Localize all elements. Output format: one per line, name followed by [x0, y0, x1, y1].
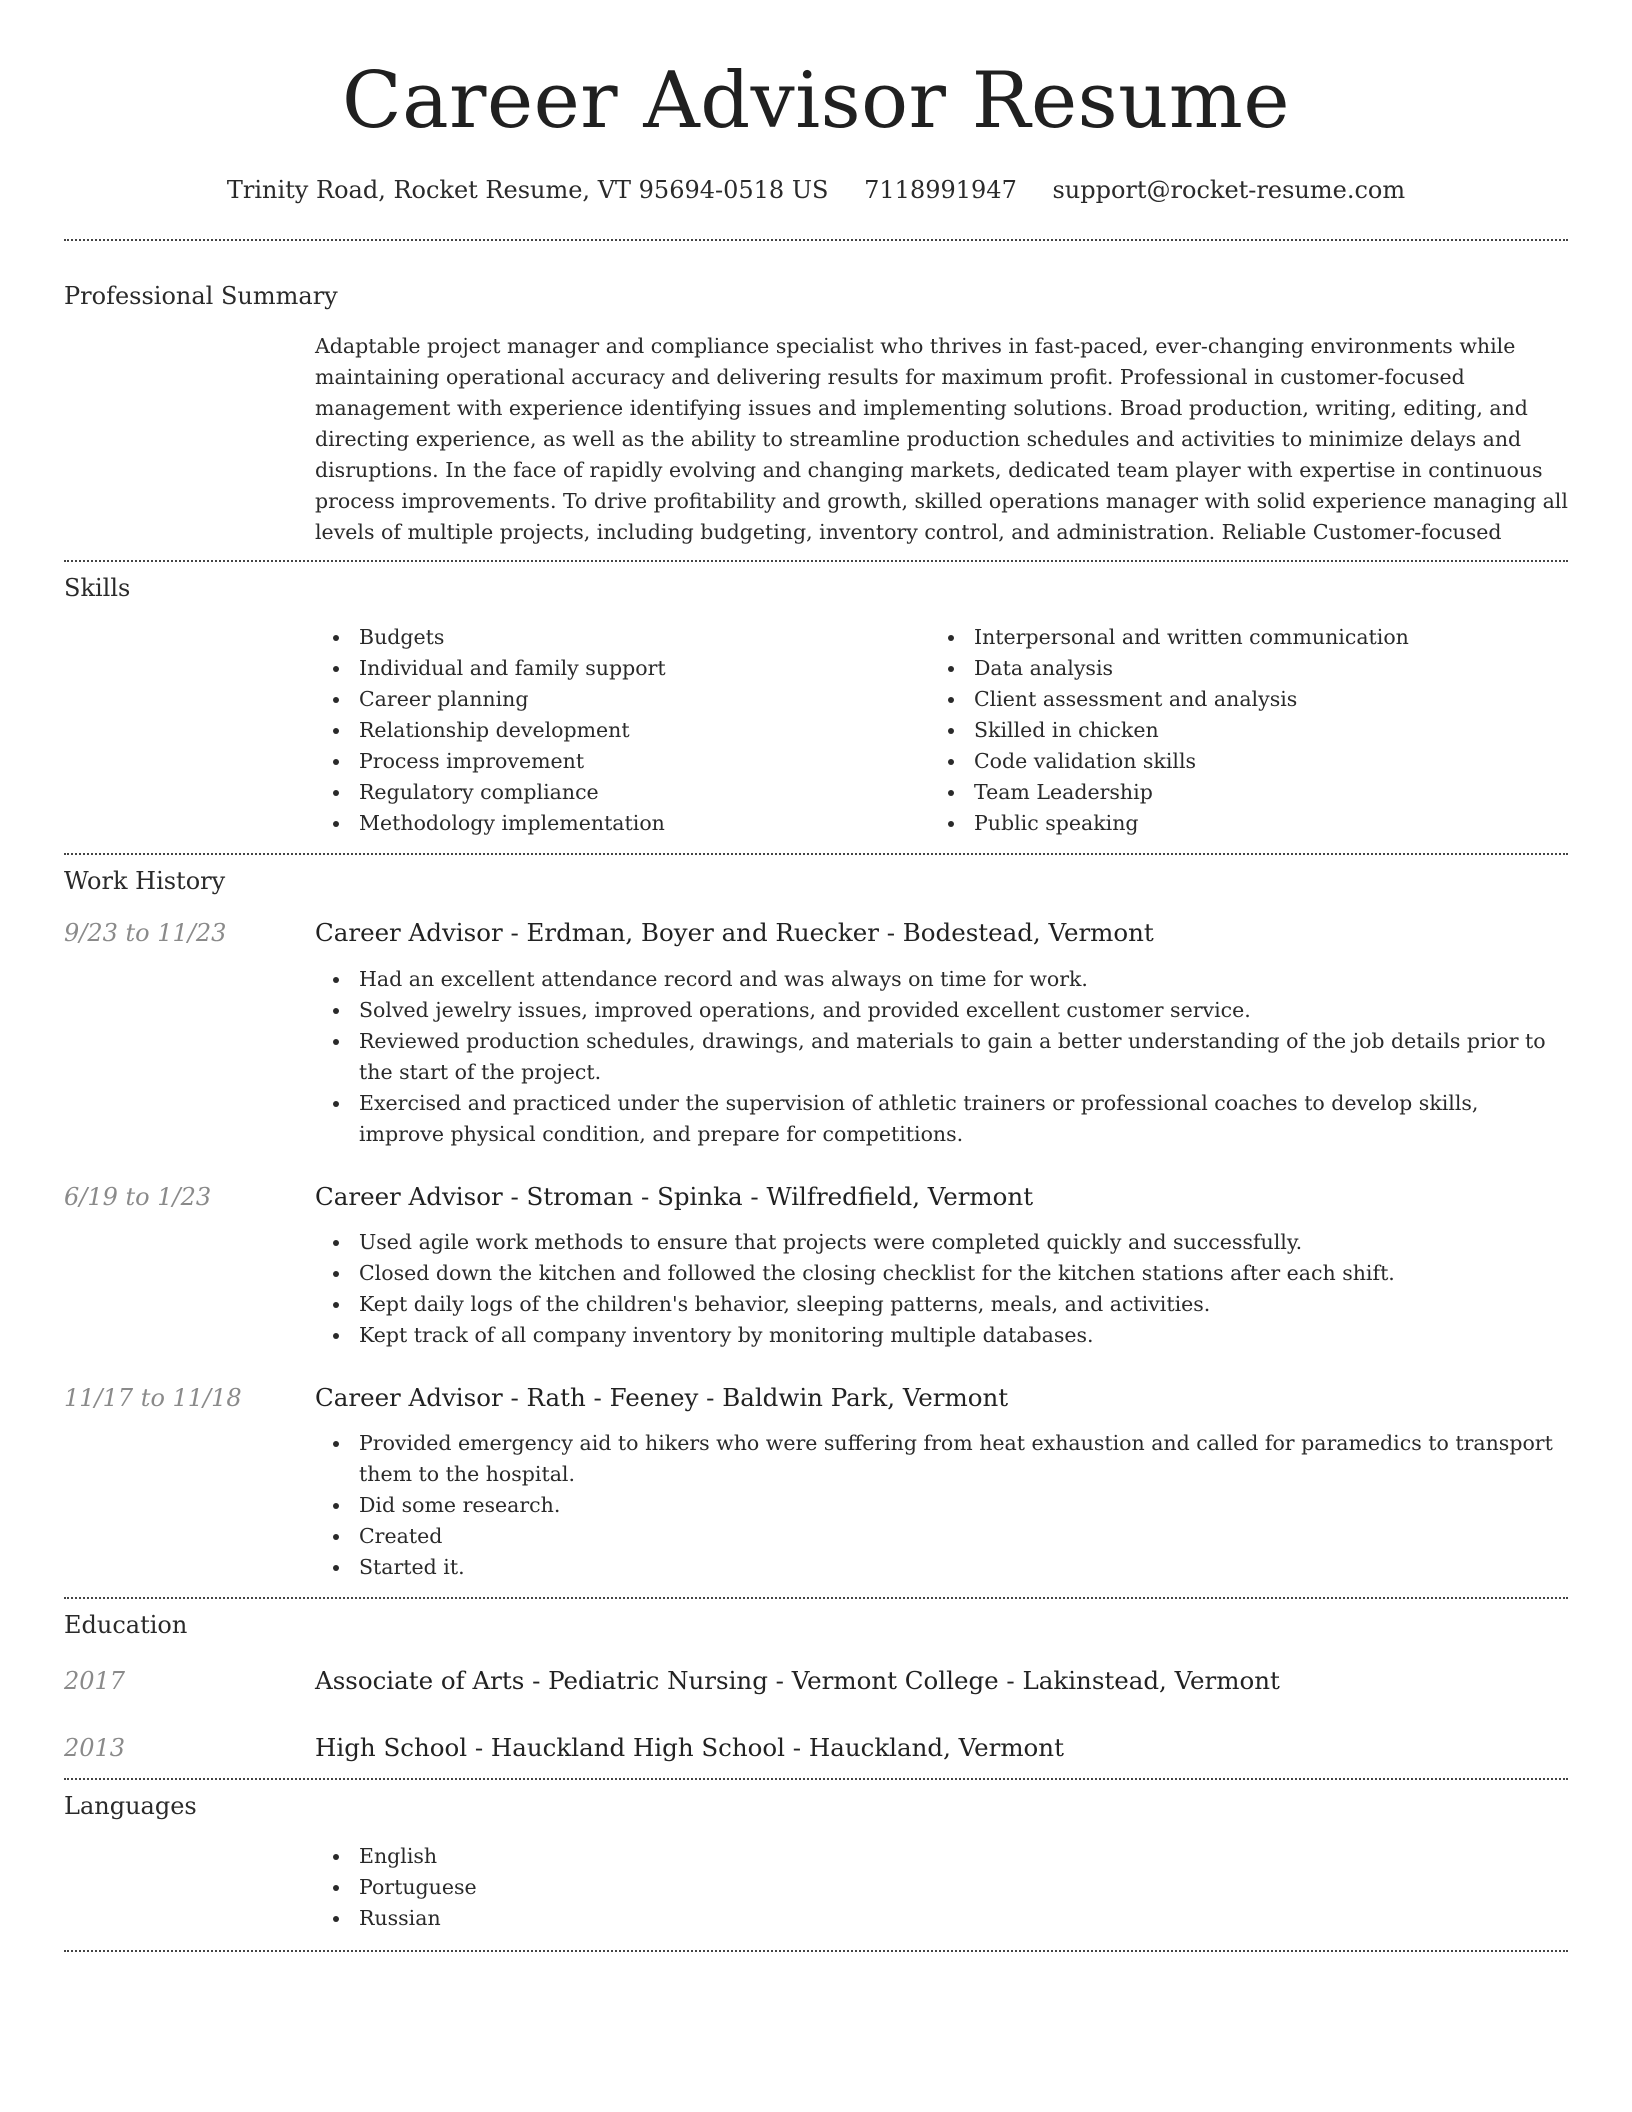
skills-section [64, 574, 1568, 840]
job-header [64, 918, 1568, 947]
resume-title: Career Advisor Resume [342, 56, 1290, 146]
list-item: Portuguese [315, 1872, 1568, 1903]
job-bullets [315, 1428, 1568, 1583]
list-item: Regulatory compliance [315, 777, 930, 808]
list-item: Exercised and practiced under the supervision of athletic trainers or professional coaches to develop skills, improve physical condition, and prepare for competitions. [315, 1088, 1568, 1150]
list-item: Solved jewelry issues, improved operations, and provided excellent customer service. [315, 995, 1568, 1026]
list-item: Provided emergency aid to hikers who were suffering from heat exhaustion and called for paramedics to transport them to the hospital. [315, 1428, 1568, 1490]
job-header [64, 1182, 1568, 1211]
education-section [64, 1611, 1568, 1762]
list-item: Data analysis [930, 653, 1545, 684]
job-dates: 11/17 to 11/18 [64, 1383, 242, 1412]
work-section [64, 867, 1568, 1583]
job-entry [64, 1182, 1568, 1351]
job-entry [64, 1383, 1568, 1583]
resume-document [64, 0, 1568, 1952]
job-dates: 9/23 to 11/23 [64, 919, 227, 948]
list-item: Did some research. [315, 1490, 1568, 1521]
job-title: Career Advisor - Rath - Feeney - Baldwin Park, Vermont [315, 1382, 1009, 1412]
list-item: Started it. [315, 1552, 1568, 1583]
job-title: Career Advisor - Erdman, Boyer and Ruecker - Bodestead, Vermont [315, 918, 1154, 948]
list-item: Reviewed production schedules, drawings, and materials to gain a better understanding of the job details prior to the start of the project. [315, 1026, 1568, 1088]
list-item: Budgets [315, 622, 930, 653]
list-item: Russian [315, 1903, 1568, 1934]
summary-section [64, 282, 1568, 548]
contact-email: support@rocket-resume.com [1052, 176, 1406, 204]
languages-list [315, 1841, 1568, 1934]
education-entry [64, 1733, 1568, 1762]
languages-section [64, 1792, 1568, 1934]
education-title: Associate of Arts - Pediatric Nursing - Vermont College - Lakinstead, Vermont [315, 1666, 1280, 1696]
list-item: Kept daily logs of the children's behavior, sleeping patterns, meals, and activities. [315, 1289, 1568, 1320]
divider [64, 853, 1568, 855]
job-bullets [315, 1227, 1568, 1351]
job-title: Career Advisor - Stroman - Spinka - Wilfredfield, Vermont [315, 1181, 1034, 1211]
divider [64, 560, 1568, 562]
skills-heading: Skills [64, 573, 131, 602]
education-heading: Education [64, 1611, 188, 1640]
divider [64, 1950, 1568, 1952]
summary-heading: Professional Summary [64, 281, 338, 310]
list-item: Relationship development [315, 715, 930, 746]
education-year: 2017 [64, 1667, 126, 1696]
divider [64, 1597, 1568, 1599]
list-item: Used agile work methods to ensure that projects were completed quickly and successfully. [315, 1227, 1568, 1258]
education-entry [64, 1666, 1568, 1695]
list-item: Career planning [315, 684, 930, 715]
list-item: Individual and family support [315, 653, 930, 684]
divider [64, 1778, 1568, 1780]
list-item: Closed down the kitchen and followed the closing checklist for the kitchen stations after each shift. [315, 1258, 1568, 1289]
list-item: Team Leadership [930, 777, 1545, 808]
job-entry [64, 918, 1568, 1149]
education-title: High School - Hauckland High School - Hauckland, Vermont [315, 1733, 1064, 1763]
list-item: Kept track of all company inventory by monitoring multiple databases. [315, 1320, 1568, 1351]
job-dates: 6/19 to 1/23 [64, 1182, 212, 1211]
skills-grid [315, 622, 1568, 839]
job-bullets [315, 964, 1568, 1150]
skills-list-left [315, 622, 930, 839]
summary-text: Adaptable project manager and compliance specialist who thrives in fast-paced, ever-changing environments while maintaining operational accuracy and delivering results for maximum profit. Professional in customer-focused management with experience identifying issues and implementing solutions. Broad production, writing, editing, and directing experience, as well as the ability to streamline production schedules and activities to minimize delays and disruptions. In the face of rapidly evolving and changing markets, dedicated team player with expertise in continuous process improvements. To drive profitability and growth, skilled operations manager with solid experience managing all levels of multiple projects, including budgeting, inventory control, and administration. Reliable Customer-focused [315, 333, 1568, 544]
list-item: Methodology implementation [315, 808, 930, 839]
contact-phone: 7118991947 [864, 176, 1017, 204]
list-item: Had an excellent attendance record and was always on time for work. [315, 964, 1568, 995]
list-item: English [315, 1841, 1568, 1872]
languages-heading: Languages [64, 1792, 197, 1821]
work-heading: Work History [64, 867, 226, 896]
education-year: 2013 [64, 1734, 126, 1763]
divider [64, 239, 1568, 241]
list-item: Code validation skills [930, 746, 1545, 777]
job-header [64, 1383, 1568, 1412]
list-item: Process improvement [315, 746, 930, 777]
list-item: Interpersonal and written communication [930, 622, 1545, 653]
list-item: Skilled in chicken [930, 715, 1545, 746]
list-item: Client assessment and analysis [930, 684, 1545, 715]
skills-list-right [930, 622, 1545, 839]
contact-address: Trinity Road, Rocket Resume, VT 95694-0518 US [226, 176, 829, 204]
list-item: Public speaking [930, 808, 1545, 839]
contact-line [64, 176, 1568, 205]
list-item: Created [315, 1521, 1568, 1552]
